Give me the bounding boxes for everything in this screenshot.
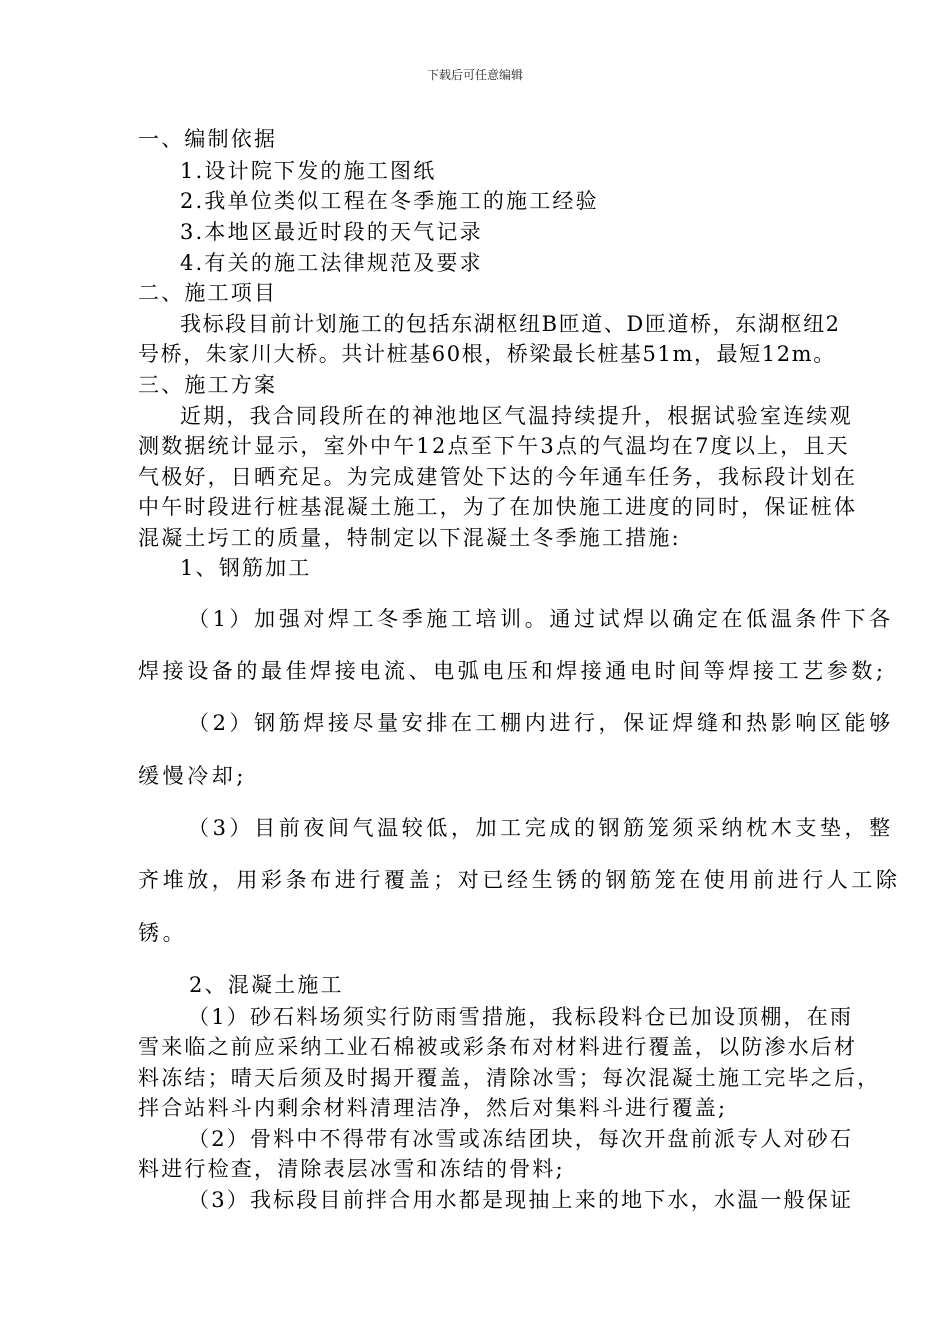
paragraph-line: （2）骨料中不得带有冰雪或冻结团块，每次开盘前派专人对砂石	[188, 1127, 854, 1151]
list-item: 4.有关的施工法律规范及要求	[180, 251, 483, 275]
paragraph-line: 齐堆放，用彩条布进行覆盖；对已经生锈的钢筋笼在使用前进行人工除	[138, 868, 901, 892]
paragraph-line: （3）我标段目前拌合用水都是现抽上来的地下水，水温一般保证	[188, 1188, 854, 1212]
paragraph-line: 焊接设备的最佳焊接电流、电弧电压和焊接通电时间等焊接工艺参数;	[138, 659, 887, 683]
page-header: 下载后可任意编辑	[426, 68, 523, 82]
subsection-heading-rebar: 1、钢筋加工	[180, 556, 312, 580]
list-item: 1.设计院下发的施工图纸	[180, 159, 437, 183]
paragraph-line: （1）砂石料场须实行防雨雪措施，我标段料仓已加设顶棚，在雨	[188, 1005, 854, 1029]
paragraph-line: （2）钢筋焊接尽量安排在工棚内进行，保证焊缝和热影响区能够	[188, 711, 894, 735]
paragraph-line: （3）目前夜间气温较低，加工完成的钢筋笼须采纳枕木支垫，整	[188, 816, 894, 840]
subsection-heading-concrete: 2、混凝土施工	[189, 973, 344, 997]
paragraph-line: （1）加强对焊工冬季施工培训。通过试焊以确定在低温条件下各	[188, 607, 894, 631]
paragraph-line: 混凝土圬工的质量，特制定以下混凝土冬季施工措施:	[138, 526, 681, 550]
section-heading-basis: 一、编制依据	[138, 127, 278, 151]
paragraph-line: 料冻结；晴天后须及时揭开覆盖，清除冰雪；每次混凝土施工完毕之后，	[138, 1066, 881, 1090]
list-item: 2.我单位类似工程在冬季施工的施工经验	[180, 189, 599, 213]
paragraph-line: 测数据统计显示，室外中午12点至下午3点的气温均在7度以上，且天	[138, 434, 850, 458]
paragraph-line: 号桥，朱家川大桥。共计桩基60根，桥梁最长桩基51m，最短12m。	[138, 342, 836, 366]
section-heading-project: 二、施工项目	[138, 281, 278, 305]
paragraph-line: 锈。	[138, 921, 188, 945]
paragraph-line: 中午时段进行桩基混凝土施工，为了在加快施工进度的同时，保证桩体	[138, 495, 858, 519]
paragraph-line: 拌合站料斗内剩余材料清理洁净，然后对集料斗进行覆盖;	[138, 1096, 728, 1120]
section-heading-plan: 三、施工方案	[138, 373, 278, 397]
paragraph-line: 料进行检查，清除表层冰雪和冻结的骨料;	[138, 1157, 565, 1181]
paragraph-line: 气极好，日晒充足。为完成建管处下达的今年通车任务，我标段计划在	[138, 465, 858, 489]
paragraph-line: 雪来临之前应采纳工业石棉被或彩条布对材料进行覆盖，以防渗水后材	[138, 1035, 858, 1059]
list-item: 3.本地区最近时段的天气记录	[180, 220, 483, 244]
paragraph-line: 我标段目前计划施工的包括东湖枢纽B匝道、D匝道桥，东湖枢纽2	[180, 312, 841, 336]
paragraph-line: 近期，我合同段所在的神池地区气温持续提升，根据试验室连续观	[180, 404, 853, 428]
paragraph-line: 缓慢冷却;	[138, 764, 248, 788]
